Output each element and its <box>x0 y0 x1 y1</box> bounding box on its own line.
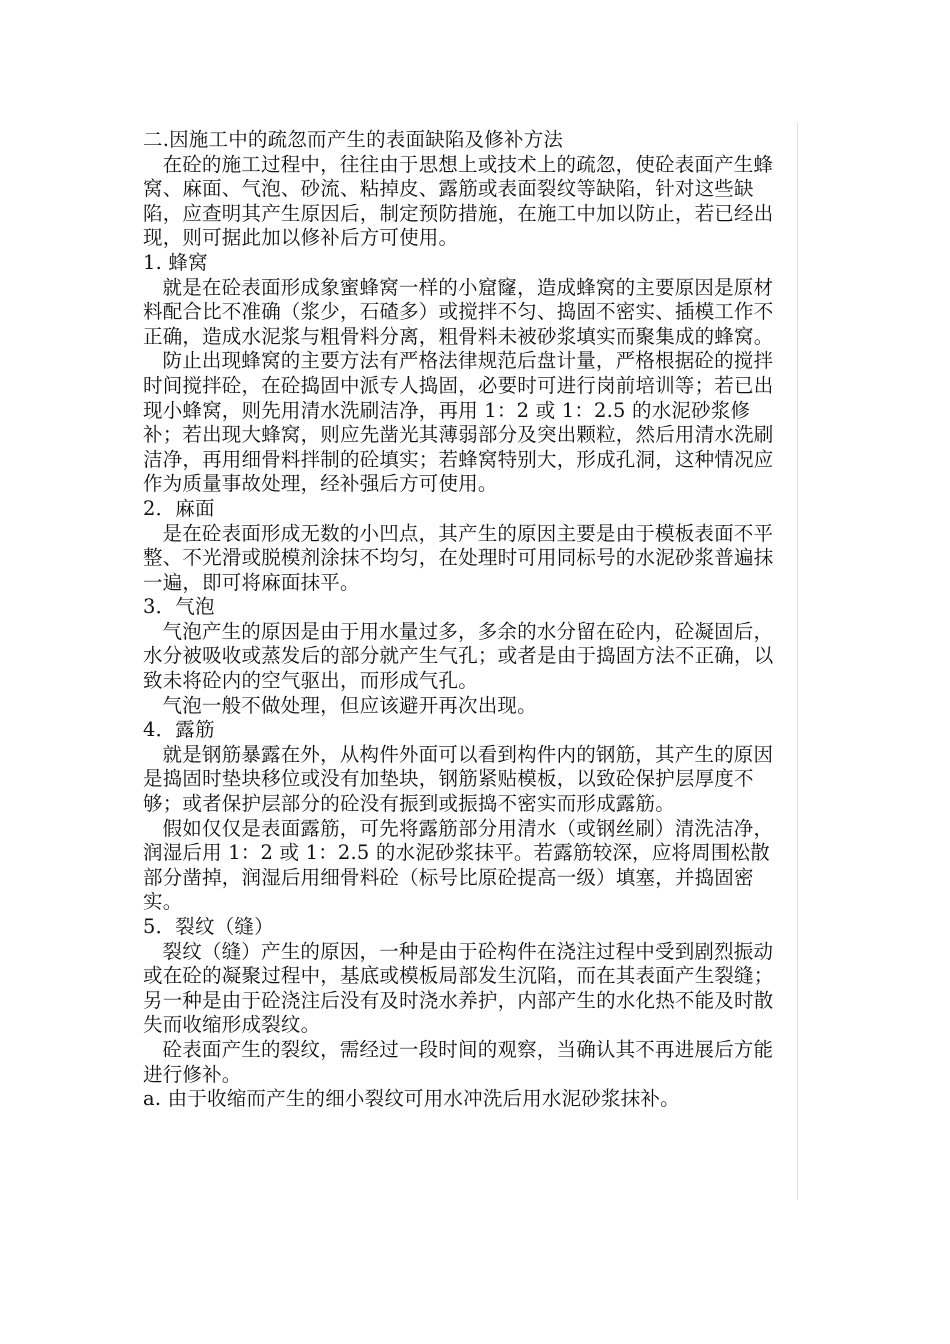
heading-cracks: 5．裂纹（缝） <box>143 915 274 938</box>
document-body <box>143 128 783 1112</box>
cracks-item-a: a. 由于收缩而产生的细小裂纹可用水冲洗后用水泥砂浆抹补。 <box>143 1087 680 1111</box>
section-title: 二.因施工中的疏忽而产生的表面缺陷及修补方法 <box>143 128 564 151</box>
cracks-paragraph-2: 砼表面产生的裂纹，需经过一段时间的观察，当确认其不再进展后方能进行修补。 <box>143 1037 774 1086</box>
heading-pitted-surface: 2．麻面 <box>143 496 215 520</box>
honeycomb-paragraph-2: 防止出现蜂窝的主要方法有严格法律规范后盘计量，严格根据砼的搅拌时间搅拌砼，在砼捣固中派专人捣固，必要时可进行岗前培训等；若已出现小蜂窝，则先用清水洗刷洁净，再用 1：2 或 1：2.5 的水泥砂浆修补；若出现大蜂窝，则应先凿光其薄弱部分及突出颗粒，然后用清水洗刷洁净，再用细骨料拌制的砼填实；若蜂窝特别大，形成孔洞，这种情况应作为质量事故处理，经补强后方可使用。 <box>143 349 774 496</box>
intro-paragraph: 在砼的施工过程中，往往由于思想上或技术上的疏忽，使砼表面产生蜂窝、麻面、气泡、砂流、粘掉皮、露筋或表面裂纹等缺陷，针对这些缺陷，应查明其产生原因后，制定预防措施，在施工中加以防止，若已经出现，则可据此加以修补后方可使用。 <box>143 152 774 250</box>
right-margin-rule <box>797 122 798 1200</box>
bubbles-paragraph-1: 气泡产生的原因是由于用水量过多，多余的水分留在砼内，砼凝固后，水分被吸收或蒸发后的部分就产生气孔；或者是由于捣固方法不正确，以致未将砼内的空气驱出，而形成气孔。 <box>143 619 774 693</box>
heading-exposed-rebar: 4．露筋 <box>143 718 215 742</box>
exposed-rebar-paragraph-1: 就是钢筋暴露在外，从构件外面可以看到构件内的钢筋，其产生的原因是捣固时垫块移位或没有加垫块，钢筋紧贴模板，以致砼保护层厚度不够；或者保护层部分的砼没有振到或振捣不密实而形成露筋。 <box>143 742 774 816</box>
pitted-surface-paragraph: 是在砼表面形成无数的小凹点，其产生的原因主要是由于模板表面不平整、不光滑或脱模剂涂抹不均匀，在处理时可用同标号的水泥砂浆普遍抹一遍，即可将麻面抹平。 <box>143 521 774 594</box>
honeycomb-paragraph-1: 就是在砼表面形成象蜜蜂窝一样的小窟窿，造成蜂窝的主要原因是原材料配合比不准确（浆少，石碴多）或搅拌不匀、捣固不密实、插模工作不正确，造成水泥浆与粗骨料分离，粗骨料未被砂浆填实而聚集成的蜂窝。 <box>143 275 774 348</box>
heading-bubbles: 3．气泡 <box>143 595 215 619</box>
heading-honeycomb: 1. 蜂窝 <box>143 250 208 274</box>
bubbles-paragraph-2: 气泡一般不做处理，但应该避开再次出现。 <box>162 693 537 717</box>
exposed-rebar-paragraph-2: 假如仅仅是表面露筋，可先将露筋部分用清水（或钢丝刷）清洗洁净，润湿后用 1：2 或 1：2.5 的水泥砂浆抹平。若露筋较深，应将周围松散部分凿掉，润湿后用细骨料砼（标号比原砼提高一级）填塞，并捣固密实。 <box>143 816 774 914</box>
cracks-paragraph-1: 裂纹（缝）产生的原因，一种是由于砼构件在浇注过程中受到剧烈振动或在砼的凝聚过程中，基底或模板局部发生沉陷，而在其表面产生裂缝；另一种是由于砼浇注后没有及时浇水养护，内部产生的水化热不能及时散失而收缩形成裂纹。 <box>143 939 774 1037</box>
